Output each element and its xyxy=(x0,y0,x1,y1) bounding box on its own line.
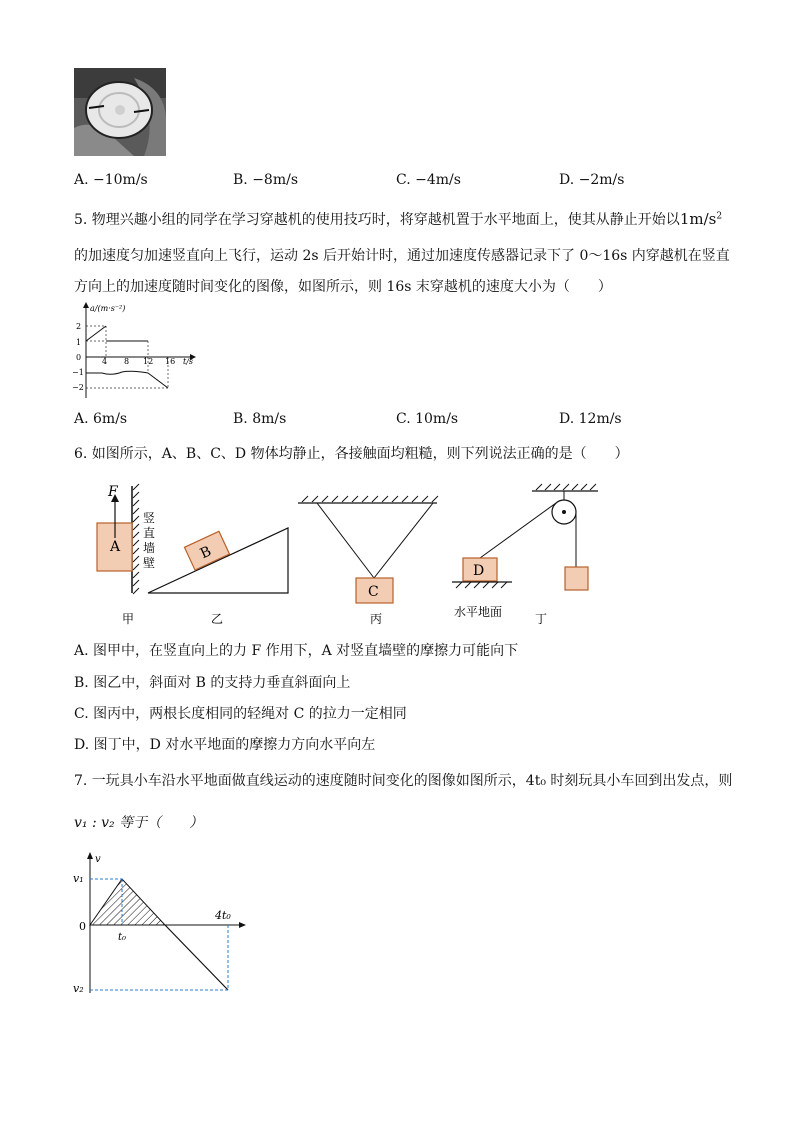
q5-xtick-12: 12 xyxy=(143,357,154,366)
rope-ding-left xyxy=(480,503,556,558)
q5-xtick-8: 8 xyxy=(124,357,130,366)
q5-ytick-2: 2 xyxy=(76,322,82,331)
q5-stem-text-1: 5. 物理兴趣小组的同学在学习穿越机的使用技巧时，将穿越机置于水平地面上，使其从静止开始以 xyxy=(74,212,680,228)
q7-v2-label: v₂ xyxy=(73,982,84,995)
q7-stem-line-1: 7. 一玩具小车沿水平地面做直线运动的速度随时间变化的图像如图所示，4t₀ 时刻玩具小车回到出发点，则 xyxy=(74,773,733,789)
q7-v1-label: v₁ xyxy=(73,872,84,885)
q5-ytick-neg2: −2 xyxy=(72,383,84,392)
q5-ytick-1: 1 xyxy=(76,338,82,347)
q5-option-b[interactable]: B. 8m/s xyxy=(233,411,287,427)
q6-stem: 6. 如图所示，A、B、C、D 物体均静止，各接触面均粗糙，则下列说法正确的是（ ） xyxy=(74,446,629,462)
q5-option-d[interactable]: D. 12m/s xyxy=(559,411,622,427)
q5-line-segment-3 xyxy=(86,371,148,374)
q5-stem-line-3: 方向上的加速度随时间变化的图像，如图所示，则 16s 末穿越机的速度大小为（ ） xyxy=(74,279,612,295)
q7-t0-label: t₀ xyxy=(118,932,127,943)
wall-label-1: 竖 xyxy=(143,511,156,525)
wall-label-2: 直 xyxy=(143,526,156,540)
block-d-label: D xyxy=(473,563,485,579)
q4-option-c[interactable]: C. −4m/s xyxy=(396,172,461,188)
figure-bing xyxy=(298,496,438,626)
q6-figure xyxy=(80,478,620,633)
block-b-label: B xyxy=(197,543,214,563)
block-c-label: C xyxy=(368,584,379,600)
q6-option-c[interactable]: C. 图丙中，两根长度相同的轻绳对 C 的拉力一定相同 xyxy=(74,706,407,722)
q7-4t0-label: 4t₀ xyxy=(215,909,231,922)
q5-option-a[interactable]: A. 6m/s xyxy=(74,411,128,427)
rope-left xyxy=(317,503,374,578)
q7-velocity-graph xyxy=(70,848,260,998)
q5-line-segment-4 xyxy=(148,373,168,388)
q6-option-d[interactable]: D. 图丁中，D 对水平地面的摩擦力方向水平向左 xyxy=(74,737,376,753)
figure-yi xyxy=(148,528,288,626)
q5-line-segment-1 xyxy=(86,326,106,341)
caption-jia: 甲 xyxy=(122,612,135,626)
question-4-photo xyxy=(74,68,166,156)
q4-option-d[interactable]: D. −2m/s xyxy=(559,172,625,188)
caption-ding: 丁 xyxy=(535,612,548,626)
caption-bing: 丙 xyxy=(370,612,383,626)
q5-ytick-0: 0 xyxy=(76,353,82,362)
q6-option-b[interactable]: B. 图乙中，斜面对 B 的支持力垂直斜面向上 xyxy=(74,675,351,691)
q5-stem-line-2: 的加速度匀加速竖直向上飞行，运动 2s 后开始计时，通过加速度传感器记录下了 0～16s 内穿越机在竖直 xyxy=(74,248,730,264)
q7-descending-line xyxy=(165,925,228,990)
q7-hatched-area xyxy=(90,879,165,925)
q5-xtick-16: 16 xyxy=(165,357,176,366)
hanging-block xyxy=(565,567,588,590)
q5-x-label: t/s xyxy=(183,357,194,366)
q5-stem-unit: 1m/s xyxy=(679,210,717,228)
ground-label: 水平地面 xyxy=(454,605,503,619)
wall-label-3: 墙 xyxy=(143,541,156,555)
rope-right xyxy=(374,503,433,578)
q7-stem-line-2: v₁ : v₂ 等于（ ） xyxy=(74,815,204,831)
q5-stem-unit-sup: 2 xyxy=(716,211,723,222)
q5-y-label: a/(m·s⁻²) xyxy=(90,304,126,313)
wall-label-4: 壁 xyxy=(143,556,156,570)
q5-acceleration-graph xyxy=(72,300,202,400)
q5-stem-line-1 xyxy=(74,209,722,229)
q7-v-label: v xyxy=(95,854,101,865)
figure-jia xyxy=(97,484,155,626)
force-f-label: F xyxy=(108,484,118,500)
q5-ytick-neg1: −1 xyxy=(72,368,84,377)
q7-origin: 0 xyxy=(79,920,86,933)
q6-option-a[interactable]: A. 图甲中，在竖直向上的力 F 作用下，A 对竖直墙壁的摩擦力可能向下 xyxy=(74,643,519,659)
q4-option-a[interactable]: A. −10m/s xyxy=(74,172,148,188)
q5-option-c[interactable]: C. 10m/s xyxy=(396,411,459,427)
block-a-label: A xyxy=(110,539,121,555)
figure-ding xyxy=(452,484,598,626)
caption-yi: 乙 xyxy=(211,612,224,626)
q5-xtick-4: 4 xyxy=(102,357,108,366)
q4-option-b[interactable]: B. −8m/s xyxy=(233,172,299,188)
